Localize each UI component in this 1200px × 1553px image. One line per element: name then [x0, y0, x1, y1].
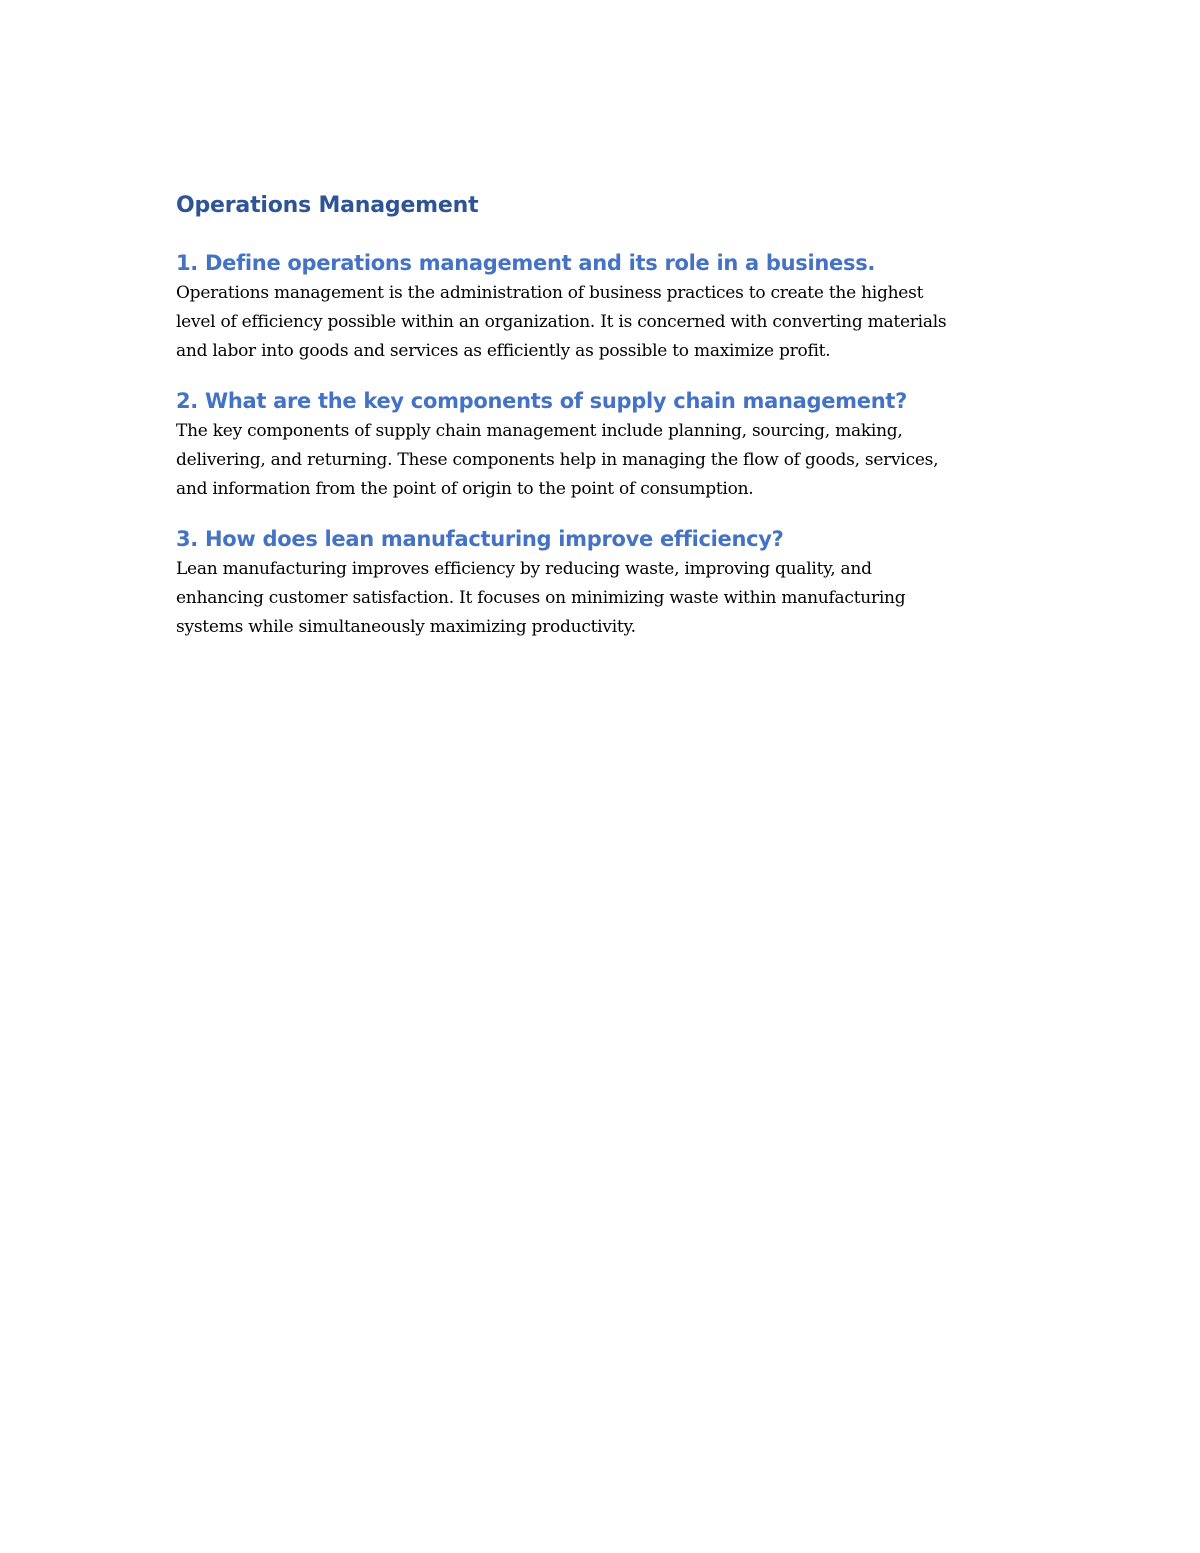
answer-line: delivering, and returning. These components help in managing the flow of goods, services, — [176, 450, 939, 470]
question-heading: 3. How does lean manufacturing improve efficiency? — [176, 527, 784, 551]
document-body — [176, 190, 1036, 642]
document-title: Operations Management — [176, 193, 479, 218]
answer-line: and labor into goods and services as efficiently as possible to maximize profit. — [176, 341, 831, 361]
answer-line: and information from the point of origin to the point of consumption. — [176, 479, 754, 499]
answer-line: systems while simultaneously maximizing productivity. — [176, 617, 636, 637]
answer-line: Lean manufacturing improves efficiency by reducing waste, improving quality, and — [176, 559, 872, 579]
spacer — [176, 504, 1036, 523]
question-heading: 2. What are the key components of supply chain management? — [176, 389, 907, 413]
answer-line: Operations management is the administration of business practices to create the highest — [176, 283, 924, 303]
qa-section-2 — [176, 385, 1036, 504]
qa-section-1 — [176, 247, 1036, 366]
answer-line: enhancing customer satisfaction. It focuses on minimizing waste within manufacturing — [176, 588, 906, 608]
spacer — [176, 366, 1036, 385]
qa-section-3 — [176, 523, 1036, 642]
answer-line: The key components of supply chain management include planning, sourcing, making, — [176, 421, 903, 441]
question-heading: 1. Define operations management and its role in a business. — [176, 251, 876, 275]
answer-line: level of efficiency possible within an organization. It is concerned with converting materials — [176, 312, 947, 332]
spacer — [176, 222, 1036, 247]
